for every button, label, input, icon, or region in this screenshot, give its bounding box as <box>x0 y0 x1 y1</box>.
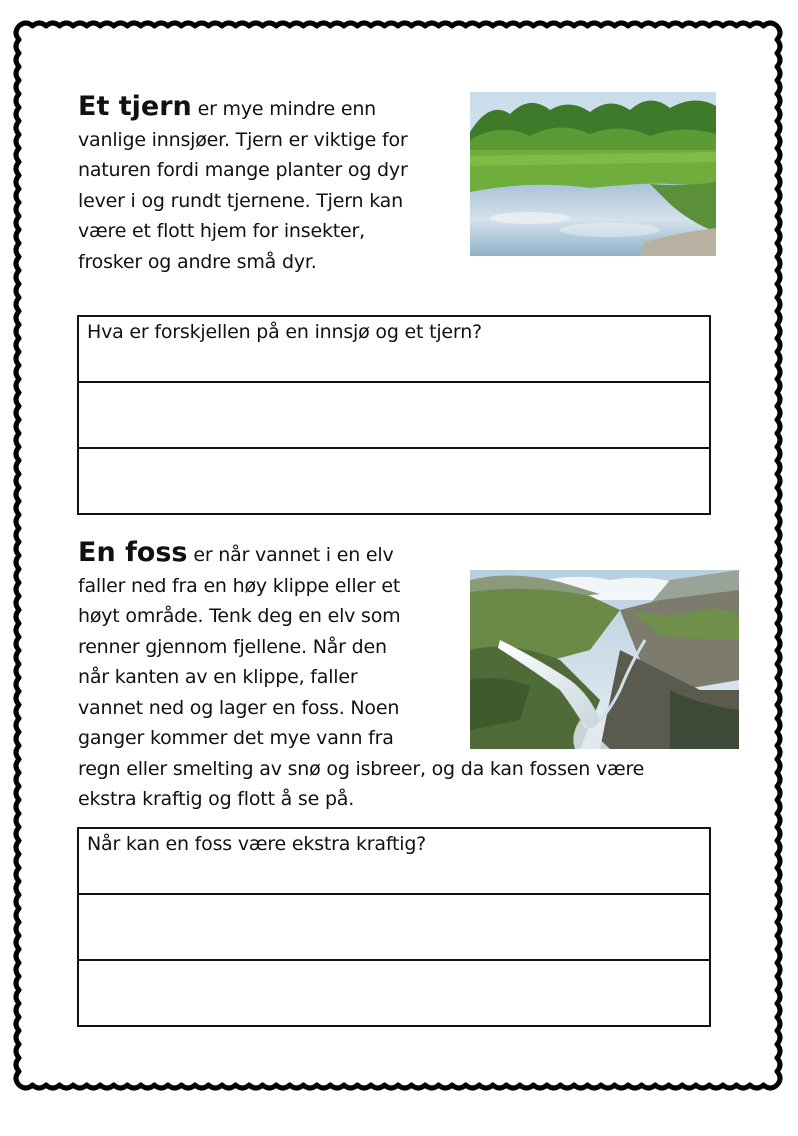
foss-line-3: høyt område. Tenk deg en elv som <box>78 605 401 627</box>
tjern-line-2: vanlige innsjøer. Tjern er viktige for <box>78 128 408 151</box>
tjern-answer-line-2[interactable] <box>78 448 710 514</box>
pond-photo <box>470 92 716 256</box>
foss-line-9: ekstra kraftig og flott å se på. <box>78 788 355 810</box>
foss-line-7: ganger kommer det mye vann fra <box>78 727 394 749</box>
foss-answer-table <box>77 827 711 1027</box>
tjern-answer-line-1[interactable] <box>78 382 710 448</box>
waterfall-photo <box>470 570 739 749</box>
tjern-line-1: er mye mindre enn <box>197 98 377 120</box>
foss-line-5: når kanten av en klippe, faller <box>78 666 358 688</box>
foss-heading: En foss <box>78 537 188 568</box>
tjern-heading: Et tjern <box>78 91 192 122</box>
foss-line-6: vannet ned og lager en foss. Noen <box>78 696 400 719</box>
tjern-line-3: naturen fordi mange planter og dyr <box>78 159 408 181</box>
foss-line-1: er når vannet i en elv <box>193 544 394 566</box>
tjern-question: Hva er forskjellen på en innsjø og et tjern? <box>78 316 710 382</box>
foss-line-8: regn eller smelting av snø og isbreer, og da kan fossen være <box>78 757 645 780</box>
tjern-paragraph <box>78 92 468 277</box>
foss-answer-line-2[interactable] <box>78 960 710 1026</box>
tjern-line-4: lever i og rundt tjernene. Tjern kan <box>78 189 403 212</box>
foss-line-4: renner gjennom fjellene. Når den <box>78 635 387 658</box>
tjern-answer-table <box>77 315 711 515</box>
foss-answer-line-1[interactable] <box>78 894 710 960</box>
tjern-line-6: frosker og andre små dyr. <box>78 250 317 273</box>
tjern-line-5: være et flott hjem for insekter, <box>78 220 365 242</box>
foss-line-2: faller ned fra en høy klippe eller et <box>78 574 401 597</box>
foss-question: Når kan en foss være ekstra kraftig? <box>78 828 710 894</box>
